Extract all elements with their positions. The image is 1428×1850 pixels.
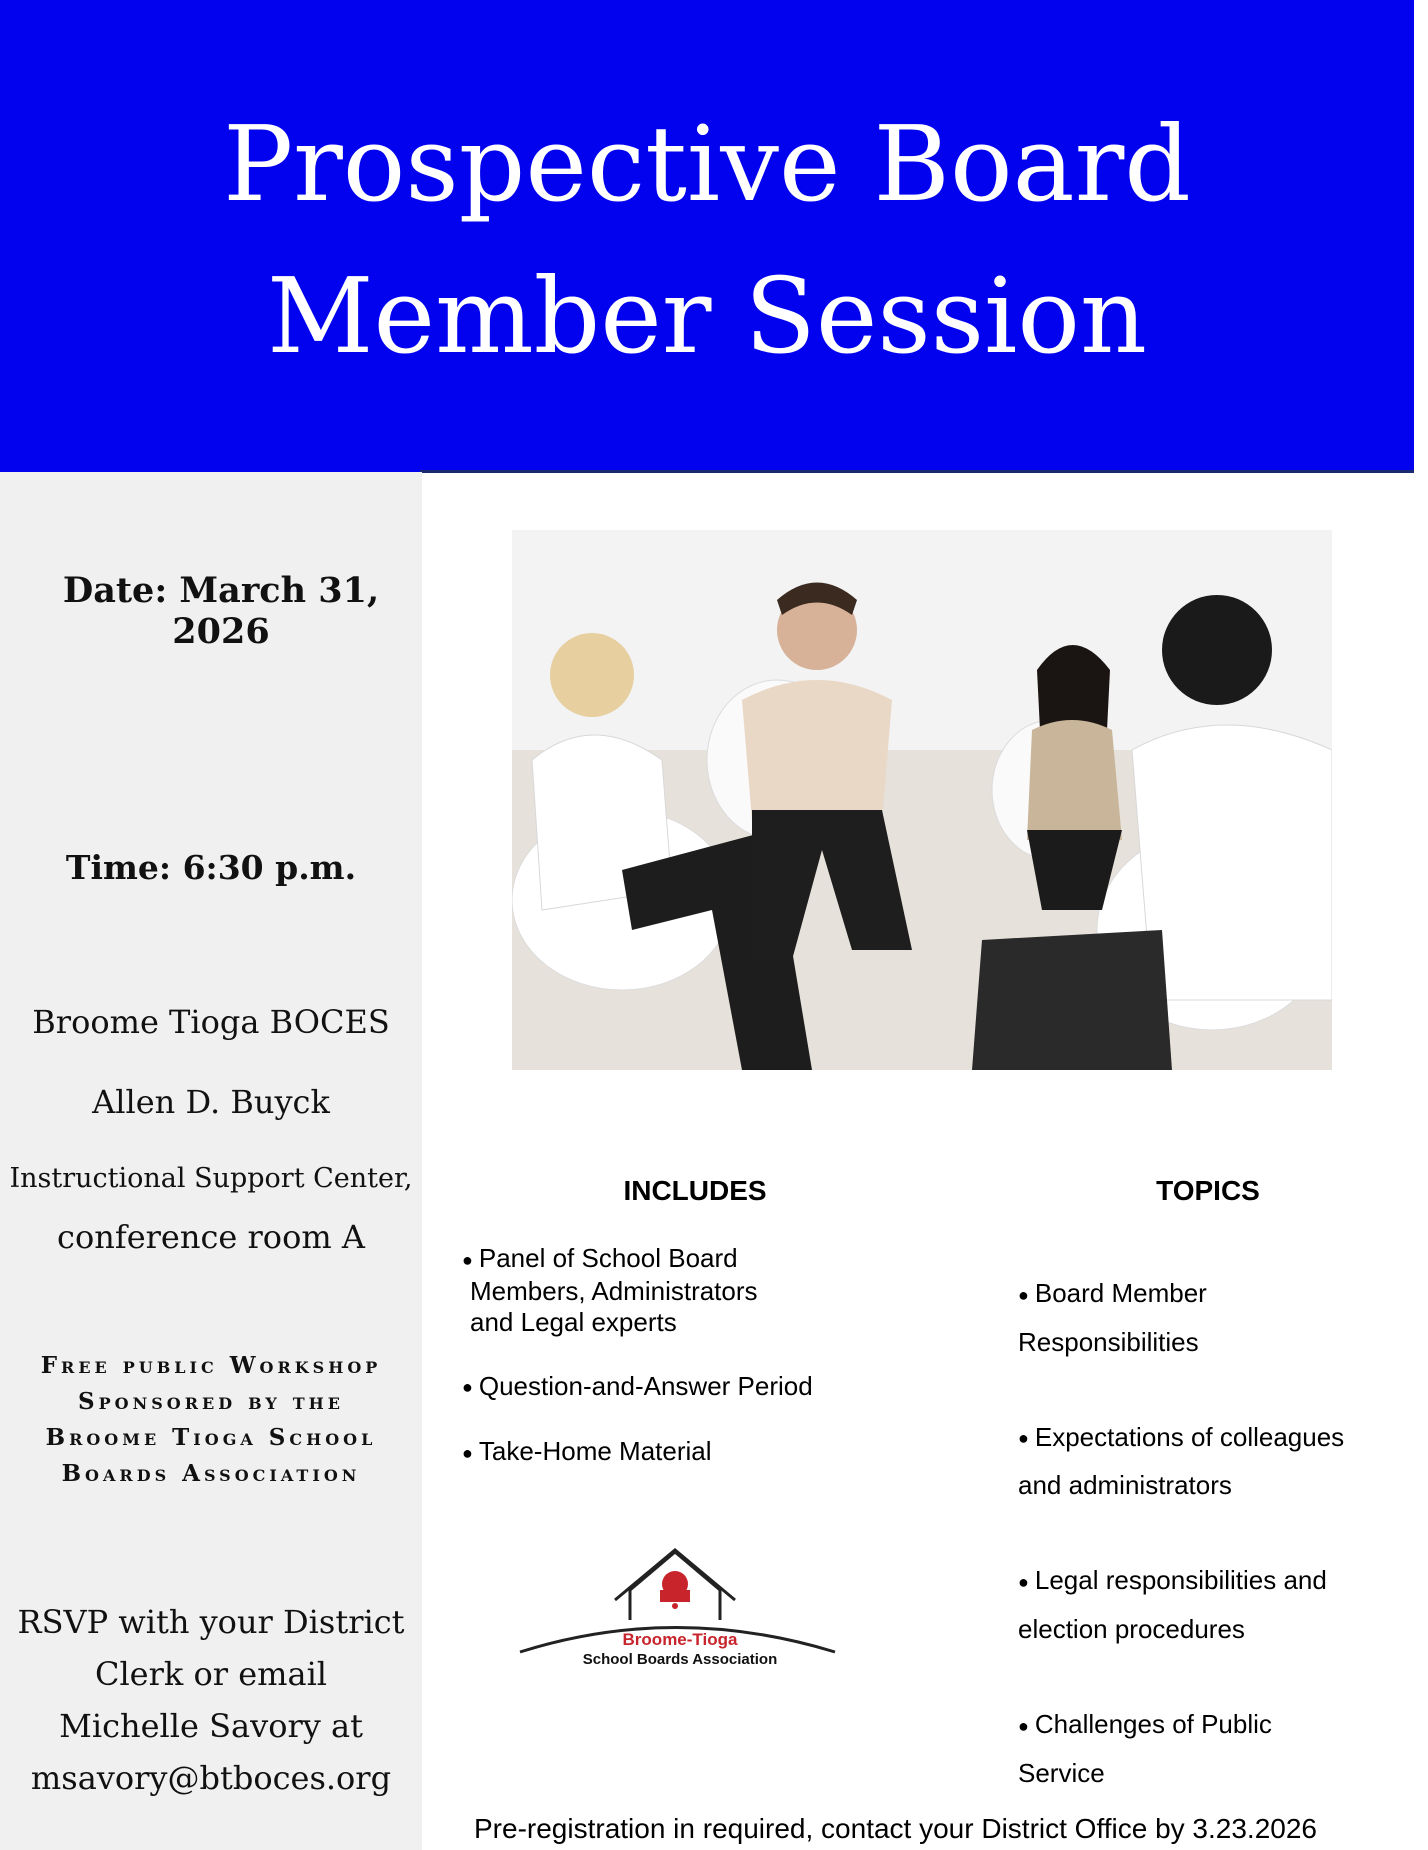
- rsvp-line-3: Michelle Savory at: [59, 1707, 363, 1745]
- sponsor-line-2: Sponsored by the: [78, 1388, 344, 1415]
- event-time: Time: 6:30 p.m.: [65, 848, 357, 887]
- bullet-icon: ●: [1018, 1284, 1029, 1305]
- rsvp-note: [0, 1596, 422, 1804]
- includes-heading: INCLUDES: [623, 1175, 767, 1206]
- association-logo: [515, 1548, 845, 1688]
- event-date: Date: March 31, 2026: [62, 570, 380, 652]
- list-item: ● Question-and-Answer Period: [462, 1370, 813, 1401]
- logo-name: Broome-Tioga: [622, 1630, 738, 1649]
- topics-list: [1018, 1270, 1344, 1797]
- bullet-icon: ●: [1018, 1428, 1029, 1449]
- list-item: ● Board Member Responsibilities: [1018, 1278, 1207, 1357]
- bullet-icon: ●: [462, 1442, 473, 1463]
- list-item: ● Panel of School Board Members, Administrators and Legal experts: [462, 1243, 758, 1337]
- rsvp-line-1: RSVP with your District: [17, 1603, 405, 1641]
- location-room: conference room A: [57, 1218, 365, 1256]
- list-item: ● Challenges of Public Service: [1018, 1708, 1272, 1788]
- location-building: Allen D. Buyck: [92, 1083, 330, 1121]
- header-divider: [420, 470, 1414, 473]
- list-item: ● Expectations of colleagues and administrators: [1018, 1421, 1345, 1501]
- list-item: ● Legal responsibilities and election procedures: [1018, 1565, 1327, 1644]
- sponsor-note: [0, 1348, 422, 1492]
- includes-list: [462, 1243, 813, 1469]
- sponsor-line-4: Boards Association: [61, 1460, 361, 1487]
- logo-subtitle: School Boards Association: [582, 1651, 778, 1668]
- sponsor-line-3: Broome Tioga School: [45, 1424, 377, 1451]
- list-item: ● Take-Home Material: [462, 1436, 712, 1467]
- title-line-2: Member Session: [267, 255, 1147, 377]
- preregistration-note: Pre-registration in required, contact your District Office by 3.23.2026: [474, 1813, 1317, 1844]
- rsvp-email[interactable]: msavory@btboces.org: [30, 1759, 392, 1797]
- meeting-photo-illustration: [512, 530, 1332, 1070]
- header-banner: [0, 0, 1414, 472]
- bullet-icon: ●: [1018, 1715, 1029, 1736]
- rsvp-line-2: Clerk or email: [94, 1655, 328, 1693]
- title-line-1: Prospective Board: [223, 103, 1191, 225]
- bullet-icon: ●: [462, 1249, 473, 1270]
- meeting-photo: [512, 530, 1332, 1070]
- bullet-icon: ●: [1018, 1571, 1029, 1592]
- sponsor-line-1: Free public Workshop: [40, 1352, 382, 1379]
- location-organization: Broome Tioga BOCES: [32, 1003, 390, 1041]
- location-center: Instructional Support Center,: [9, 1163, 413, 1194]
- page-title: [0, 88, 1414, 392]
- bullet-icon: ●: [462, 1377, 473, 1398]
- topics-heading: TOPICS: [1156, 1175, 1260, 1206]
